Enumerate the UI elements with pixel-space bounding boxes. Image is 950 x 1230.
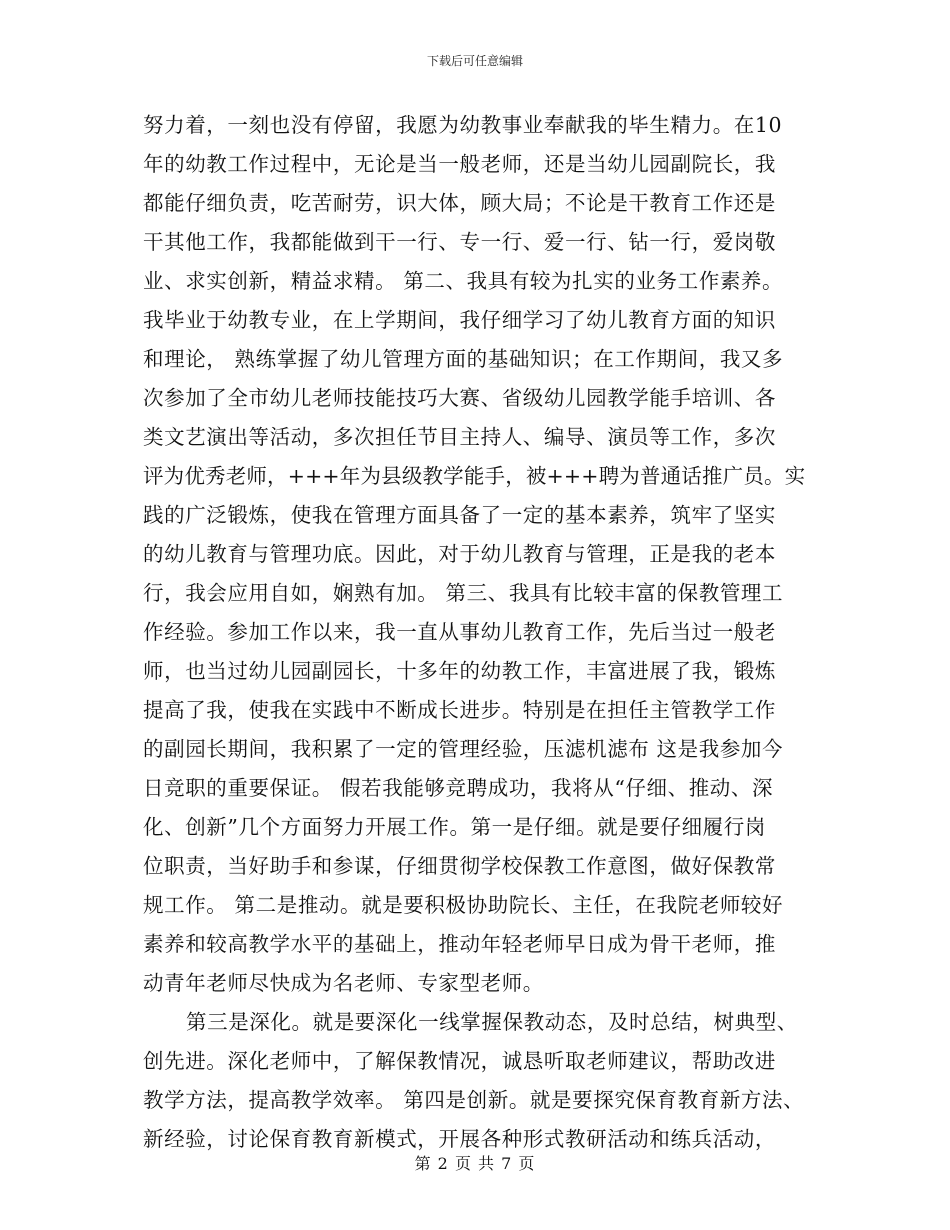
text-line: 我毕业于幼教专业，在上学期间，我仔细学习了幼儿教育方面的知识	[143, 308, 776, 332]
text-line: 类文艺演出等活动，多次担任节目主持人、编导、演员等工作，多次	[143, 425, 776, 449]
text-line: 提高了我，使我在实践中不断成长进步。特别是在担任主管教学工作	[143, 698, 776, 722]
page-header	[0, 53, 950, 69]
paragraph-first-line: 第三是深化。就是要深化一线掌握保教动态，及时总结，树典型、	[186, 1010, 798, 1034]
text-line: 都能仔细负责，吃苦耐劳，识大体，顾大局；不论是干教育工作还是	[143, 191, 776, 215]
text-line: 新经验，讨论保育教育新模式，开展各种形式教研活动和练兵活动，	[143, 1127, 776, 1151]
text-line: 动青年老师尽快成为名老师、专家型老师。	[143, 971, 544, 995]
text-line: 业、求实创新，精益求精。 第二、我具有较为扎实的业务工作素养。	[143, 269, 784, 293]
text-line: 努力着，一刻也没有停留，我愿为幼教事业奉献我的毕生精力。在10	[143, 113, 783, 137]
text-line: 的幼儿教育与管理功底。因此，对于幼儿教育与管理，正是我的老本	[143, 542, 776, 566]
text-line: 干其他工作，我都能做到干一行、专一行、爱一行、钻一行，爱岗敬	[143, 230, 776, 254]
text-line: 素养和较高教学水平的基础上，推动年轻老师早日成为骨干老师，推	[143, 932, 776, 956]
text-line: 化、创新”几个方面努力开展工作。第一是仔细。就是要仔细履行岗	[143, 815, 766, 839]
text-line: 的副园长期间，我积累了一定的管理经验，压滤机滤布 这是我参加今	[143, 737, 784, 761]
page-number: 第 2 页 共 7 页	[414, 1154, 536, 1173]
text-line: 规工作。 第二是推动。就是要积极协助院长、主任，在我院老师较好	[143, 893, 784, 917]
text-line: 作经验。参加工作以来，我一直从事幼儿教育工作，先后当过一般老	[143, 620, 776, 644]
text-line: 年的幼教工作过程中，无论是当一般老师，还是当幼儿园副院长，我	[143, 152, 776, 176]
page-footer	[0, 1154, 950, 1174]
text-line: 和理论， 熟练掌握了幼儿管理方面的基础知识；在工作期间，我又多	[143, 347, 784, 371]
text-line: 践的广泛锻炼，使我在管理方面具备了一定的基本素养，筑牢了坚实	[143, 503, 776, 527]
text-line: 行，我会应用自如，娴熟有加。 第三、我具有比较丰富的保教管理工	[143, 581, 784, 605]
text-line: 评为优秀老师，+++年为县级教学能手，被+++聘为普通话推广员。实	[143, 464, 806, 488]
download-note: 下载后可任意编辑	[426, 54, 523, 68]
text-line: 教学方法，提高教学效率。 第四是创新。就是要探究保育教育新方法、	[143, 1088, 805, 1112]
text-line: 创先进。深化老师中，了解保教情况，诚恳听取老师建议，帮助改进	[143, 1049, 776, 1073]
text-line: 日竞职的重要保证。 假若我能够竞聘成功，我将从“仔细、推动、深	[143, 776, 774, 800]
text-line: 次参加了全市幼儿老师技能技巧大赛、省级幼儿园教学能手培训、各	[143, 386, 776, 410]
text-line: 师，也当过幼儿园副园长，十多年的幼教工作，丰富进展了我，锻炼	[143, 659, 776, 683]
text-line: 位职责，当好助手和参谋，仔细贯彻学校保教工作意图，做好保教常	[143, 854, 776, 878]
